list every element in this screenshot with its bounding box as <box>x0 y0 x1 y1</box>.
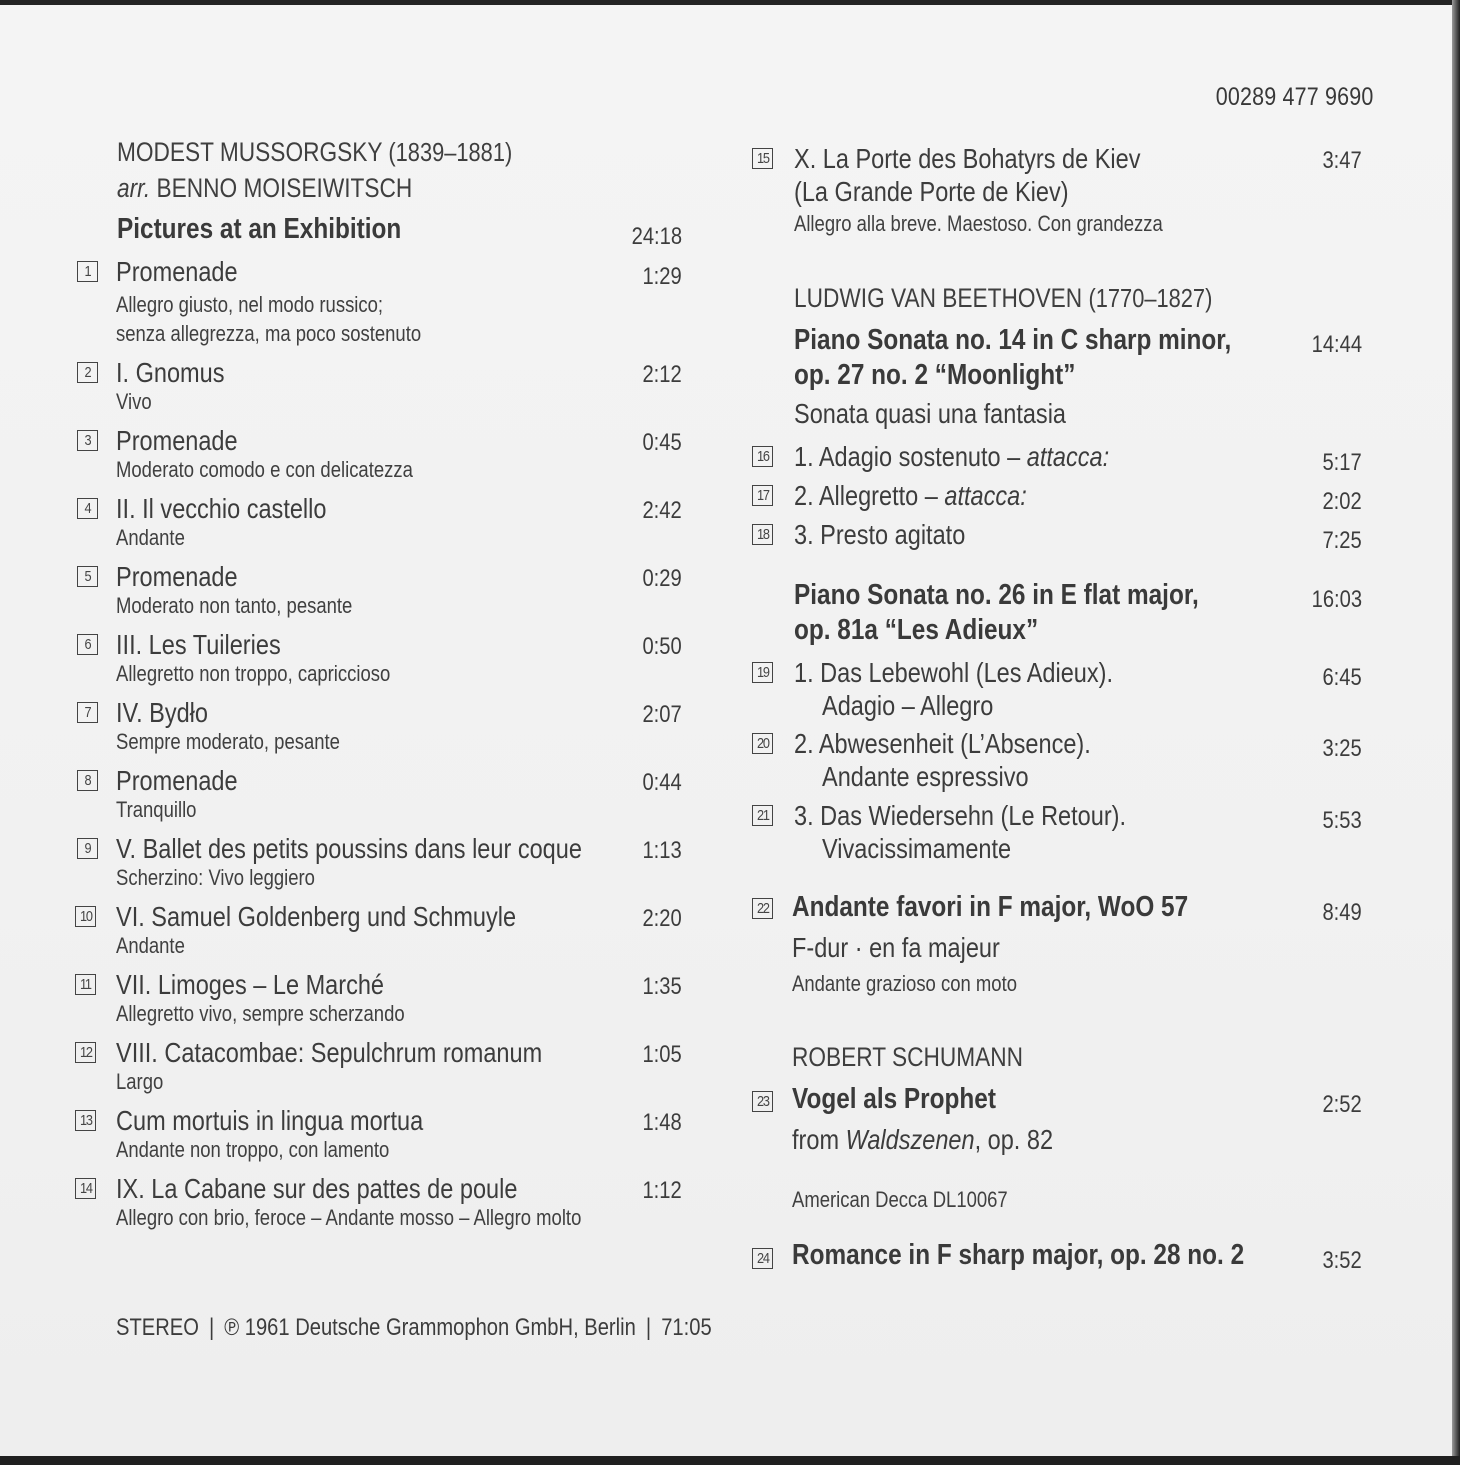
track-title-line2: (La Grande Porte de Kiev) <box>794 176 1069 207</box>
work-title: Piano Sonata no. 26 in E flat major, <box>794 579 1199 611</box>
track-title: Cum mortuis in lingua mortua <box>116 1105 424 1136</box>
track-title: VIII. Catacombae: Sepulchrum romanum <box>116 1037 543 1068</box>
track-tempo: Andante espressivo <box>822 761 1029 792</box>
track-number-box: 8 <box>77 770 98 791</box>
track-duration: 1:05 <box>642 1041 682 1068</box>
source-note: American Decca DL10067 <box>792 1187 1008 1212</box>
track-tempo: Moderato comodo e con delicatezza <box>116 457 413 482</box>
track-tempo: Adagio – Allegro <box>822 690 994 721</box>
track-title: Andante favori in F major, WoO 57 <box>792 891 1189 923</box>
work-title: Pictures at an Exhibition <box>117 213 402 245</box>
copyright-text: ℗ 1961 Deutsche Grammophon GmbH, Berlin <box>224 1314 636 1341</box>
track-duration: 2:07 <box>642 701 682 728</box>
track-number-box: 13 <box>75 1110 96 1131</box>
track-title: Promenade <box>116 256 238 287</box>
track-tempo: Andante <box>116 525 185 550</box>
track-number-box: 1 <box>77 261 98 282</box>
track-number-box: 11 <box>75 974 96 995</box>
composer-name: LUDWIG VAN BEETHOVEN <box>794 283 1083 313</box>
arranger-name: BENNO MOISEIWITSCH <box>156 173 413 203</box>
track-duration: 2:52 <box>1322 1091 1362 1118</box>
track-duration: 3:52 <box>1322 1247 1362 1274</box>
composer-name: MODEST MUSSORGSKY <box>117 137 383 167</box>
track-duration: 1:12 <box>642 1177 682 1204</box>
track-tempo: Tranquillo <box>116 797 197 822</box>
track-title: I. Gnomus <box>116 357 225 388</box>
separator: | <box>645 1314 652 1341</box>
track-tempo: Largo <box>116 1069 164 1094</box>
track-tempo-line2: senza allegrezza, ma poco sostenuto <box>116 321 422 346</box>
track-duration: 2:42 <box>642 497 682 524</box>
track-tempo: Allegro con brio, feroce – Andante mosso – Allegro molto <box>116 1205 582 1230</box>
work-title-line2: op. 81a “Les Adieux” <box>794 614 1039 646</box>
work-title-line2: op. 27 no. 2 “Moonlight” <box>794 359 1076 391</box>
track-duration: 0:44 <box>642 769 682 796</box>
track-title: IV. Bydło <box>116 697 208 728</box>
track-title: 2. Allegretto – attacca: <box>794 480 1027 511</box>
track-title: 3. Das Wiedersehn (Le Retour). <box>794 800 1127 831</box>
track-duration: 1:13 <box>642 837 682 864</box>
track-tempo: Andante grazioso con moto <box>792 971 1017 996</box>
catalog-number: 00289 477 9690 <box>1216 83 1374 111</box>
track-duration: 1:48 <box>642 1109 682 1136</box>
track-tempo: Vivacissimamente <box>822 833 1012 864</box>
composer-dates: (1839–1881) <box>388 137 513 167</box>
track-duration: 5:17 <box>1322 449 1362 476</box>
track-title: Romance in F sharp major, op. 28 no. 2 <box>792 1239 1245 1271</box>
work-duration: 14:44 <box>1311 331 1362 358</box>
track-number-box: 22 <box>752 898 773 919</box>
track-title: IX. La Cabane sur des pattes de poule <box>116 1173 518 1204</box>
track-duration: 6:45 <box>1322 664 1362 691</box>
composer-beethoven <box>794 283 1212 314</box>
track-duration: 2:20 <box>642 905 682 932</box>
composer-dates: (1770–1827) <box>1088 283 1213 313</box>
track-number-box: 20 <box>752 733 773 754</box>
total-time: 71:05 <box>661 1314 712 1341</box>
track-title: VI. Samuel Goldenberg und Schmuyle <box>116 901 517 932</box>
cd-back-cover <box>0 5 1452 1457</box>
track-title: Promenade <box>116 765 238 796</box>
track-number-box: 19 <box>752 662 773 683</box>
work-duration: 16:03 <box>1311 586 1362 613</box>
track-tempo: Andante non troppo, con lamento <box>116 1137 390 1162</box>
track-number-box: 17 <box>752 485 773 506</box>
track-title: Promenade <box>116 425 238 456</box>
composer-schumann: ROBERT SCHUMANN <box>792 1042 1024 1072</box>
track-tempo: Allegro alla breve. Maestoso. Con grandezza <box>794 211 1163 236</box>
track-tempo: Moderato non tanto, pesante <box>116 593 353 618</box>
track-duration: 2:12 <box>642 361 682 388</box>
composer-mussorgsky <box>117 137 512 168</box>
scan-edge-right <box>1452 0 1460 1465</box>
track-number-box: 6 <box>77 634 98 655</box>
arranger-line <box>117 173 412 204</box>
work-duration: 24:18 <box>631 223 682 250</box>
track-duration: 1:35 <box>642 973 682 1000</box>
track-title: Promenade <box>116 561 238 592</box>
track-number-box: 24 <box>752 1248 773 1269</box>
track-title: III. Les Tuileries <box>116 629 281 660</box>
track-tempo: Andante <box>116 933 185 958</box>
separator: | <box>208 1314 215 1341</box>
track-title: 3. Presto agitato <box>794 519 966 550</box>
track-number-box: 4 <box>77 498 98 519</box>
track-number-box: 9 <box>77 838 98 859</box>
track-number-box: 16 <box>752 446 773 467</box>
track-subtitle: F-dur · en fa majeur <box>792 932 1000 963</box>
track-number-box: 23 <box>752 1091 773 1112</box>
scan-edge-bottom <box>0 1456 1460 1465</box>
track-duration: 0:45 <box>642 429 682 456</box>
track-tempo: Allegretto non troppo, capriccioso <box>116 661 391 686</box>
track-duration: 5:53 <box>1322 807 1362 834</box>
track-duration: 7:25 <box>1322 527 1362 554</box>
track-tempo: Allegretto vivo, sempre scherzando <box>116 1001 405 1026</box>
track-title: 1. Adagio sostenuto – attacca: <box>794 441 1110 472</box>
work-title: Piano Sonata no. 14 in C sharp minor, <box>794 324 1232 356</box>
track-number-box: 3 <box>77 430 98 451</box>
format-label: STEREO <box>116 1314 199 1341</box>
track-title: II. Il vecchio castello <box>116 493 327 524</box>
track-number-box: 15 <box>752 148 773 169</box>
track-title: X. La Porte des Bohatyrs de Kiev <box>794 143 1141 174</box>
track-title: 2. Abwesenheit (L’Absence). <box>794 728 1091 759</box>
track-duration: 1:29 <box>642 263 682 290</box>
track-duration: 0:50 <box>642 633 682 660</box>
track-title: V. Ballet des petits poussins dans leur coque <box>116 833 582 864</box>
track-number-box: 21 <box>752 805 773 826</box>
track-tempo: Allegro giusto, nel modo russico; <box>116 292 384 317</box>
track-number-box: 18 <box>752 524 773 545</box>
track-tempo: Scherzino: Vivo leggiero <box>116 865 315 890</box>
track-duration: 0:29 <box>642 565 682 592</box>
track-source: from Waldszenen, op. 82 <box>792 1124 1054 1155</box>
track-number-box: 7 <box>77 702 98 723</box>
work-subtitle: Sonata quasi una fantasia <box>794 398 1067 429</box>
arranger-prefix: arr. <box>117 173 151 203</box>
track-tempo: Vivo <box>116 389 152 414</box>
track-number-box: 2 <box>77 362 98 383</box>
track-number-box: 10 <box>75 906 96 927</box>
scan-edge-top <box>0 0 1460 5</box>
track-tempo: Sempre moderato, pesante <box>116 729 340 754</box>
track-number-box: 5 <box>77 566 98 587</box>
track-number-box: 14 <box>75 1178 96 1199</box>
track-duration: 2:02 <box>1322 488 1362 515</box>
track-title: Vogel als Prophet <box>792 1083 996 1115</box>
footer-info <box>116 1314 712 1342</box>
track-number-box: 12 <box>75 1042 96 1063</box>
track-title: 1. Das Lebewohl (Les Adieux). <box>794 657 1114 688</box>
track-duration: 3:47 <box>1322 147 1362 174</box>
track-duration: 3:25 <box>1322 735 1362 762</box>
track-duration: 8:49 <box>1322 899 1362 926</box>
track-title: VII. Limoges – Le Marché <box>116 969 384 1000</box>
